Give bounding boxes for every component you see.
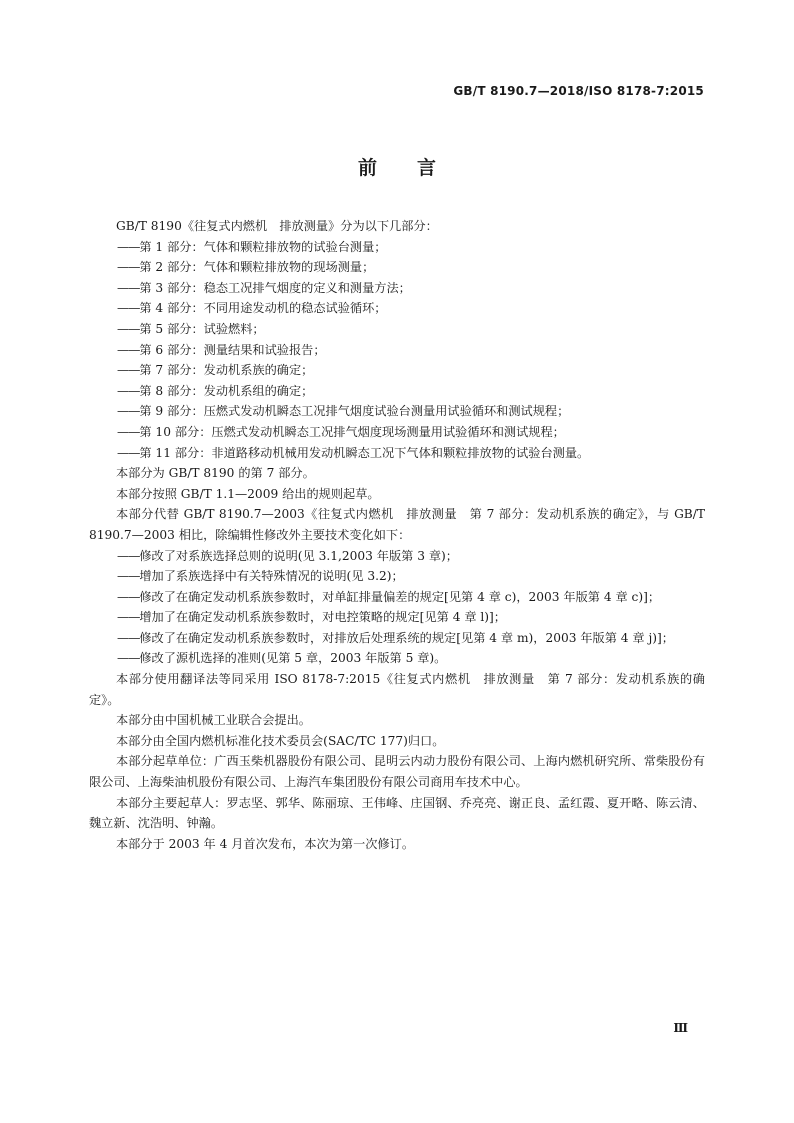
em-dash: ——: [117, 363, 140, 378]
em-dash: ——: [117, 383, 140, 398]
drafting-rules-paragraph: 本部分按照 GB/T 1.1—2009 给出的规则起草。: [116, 486, 380, 501]
list-item: ——第 11 部分：非道路移动机械用发动机瞬态工况下气体和颗粒排放物的试验台测量。: [117, 445, 590, 460]
em-dash: ——: [117, 301, 140, 316]
page-title: 前言: [357, 157, 476, 179]
em-dash: ——: [117, 424, 140, 439]
changes-list: [89, 546, 705, 670]
drafting-units-paragraph: 本部分起草单位：广西玉柴机器股份有限公司、昆明云内动力股份有限公司、上海内燃机研究所、常柴股份有限公司、上海柴油机股份有限公司、上海汽车集团股份有限公司商用车技术中心。: [89, 754, 705, 790]
em-dash: ——: [117, 651, 140, 666]
em-dash: ——: [117, 260, 140, 275]
em-dash: ——: [117, 548, 140, 563]
list-item: ——第 2 部分：气体和颗粒排放物的现场测量；: [117, 260, 375, 275]
list-item: ——修改了在确定发动机系族参数时，对单缸排量偏差的规定[见第 4 章 c)，2003 年版第 4 章 c)]；: [117, 589, 661, 604]
list-item: ——第 8 部分：发动机系组的确定；: [117, 383, 314, 398]
centralized-by-paragraph: 本部分由全国内燃机标准化技术委员会(SAC/TC 177)归口。: [116, 733, 445, 748]
em-dash: ——: [117, 630, 140, 645]
list-item: ——第 5 部分：试验燃料；: [117, 321, 265, 336]
history-paragraph: 本部分于 2003 年 4 月首次发布，本次为第一次修订。: [116, 836, 415, 851]
parts-list: [89, 237, 705, 464]
em-dash: ——: [117, 404, 140, 419]
list-item: ——第 7 部分：发动机系族的确定；: [117, 363, 314, 378]
list-item: ——修改了源机选择的准则(见第 5 章，2003 年版第 5 章)。: [117, 651, 447, 666]
this-part-paragraph: 本部分为 GB/T 8190 的第 7 部分。: [116, 466, 315, 481]
standard-number: GB/T 8190.7—2018/ISO 8178-7:2015: [453, 84, 704, 98]
em-dash: ——: [117, 589, 140, 604]
list-item: ——第 9 部分：压燃式发动机瞬态工况排气烟度试验台测量用试验循环和测试规程；: [117, 404, 570, 419]
list-item: ——第 1 部分：气体和颗粒排放物的试验台测量；: [117, 239, 387, 254]
translation-paragraph: 本部分使用翻译法等同采用 ISO 8178-7:2015《往复式内燃机 排放测量 第 7 部分：发动机系族的确定》。: [89, 672, 705, 707]
drafters-paragraph: 本部分主要起草人：罗志坚、郭华、陈丽琼、王伟峰、庄国钢、乔亮亮、谢正良、孟红霞、夏开略、陈云清、魏立新、沈浩明、钟瀚。: [89, 795, 705, 831]
em-dash: ——: [117, 445, 140, 460]
list-item: ——修改了对系族选择总则的说明(见 3.1,2003 年版第 3 章)；: [117, 548, 458, 563]
proposed-by-paragraph: 本部分由中国机械工业联合会提出。: [116, 713, 311, 728]
list-item: ——修改了在确定发动机系族参数时，对排放后处理系统的规定[见第 4 章 m)，2003 年版第 4 章 j)]；: [117, 630, 674, 645]
list-item: ——增加了系族选择中有关特殊情况的说明(见 3.2)；: [117, 569, 404, 584]
em-dash: ——: [117, 569, 140, 584]
list-item: ——第 6 部分：测量结果和试验报告；: [117, 342, 326, 357]
list-item: ——第 4 部分：不同用途发动机的稳态试验循环；: [117, 301, 387, 316]
em-dash: ——: [117, 321, 140, 336]
em-dash: ——: [117, 342, 140, 357]
foreword-body: [89, 216, 705, 854]
em-dash: ——: [117, 280, 140, 295]
intro-paragraph: GB/T 8190《往复式内燃机 排放测量》分为以下几部分：: [116, 219, 438, 233]
em-dash: ——: [117, 239, 140, 254]
list-item: ——第 3 部分：稳态工况排气烟度的定义和测量方法；: [117, 280, 411, 295]
list-item: ——第 10 部分：压燃式发动机瞬态工况排气烟度现场测量用试验循环和测试规程；: [117, 424, 565, 439]
page-number: Ⅲ: [673, 1021, 688, 1035]
replaces-paragraph: 本部分代替 GB/T 8190.7—2003《往复式内燃机 排放测量 第 7 部分：发动机系族的确定》，与 GB/T 8190.7—2003 相比，除编辑性修改外主要技术变化如下：: [89, 507, 705, 542]
list-item: ——增加了在确定发动机系族参数时，对电控策略的规定[见第 4 章 l)]；: [117, 610, 506, 625]
em-dash: ——: [117, 610, 140, 625]
